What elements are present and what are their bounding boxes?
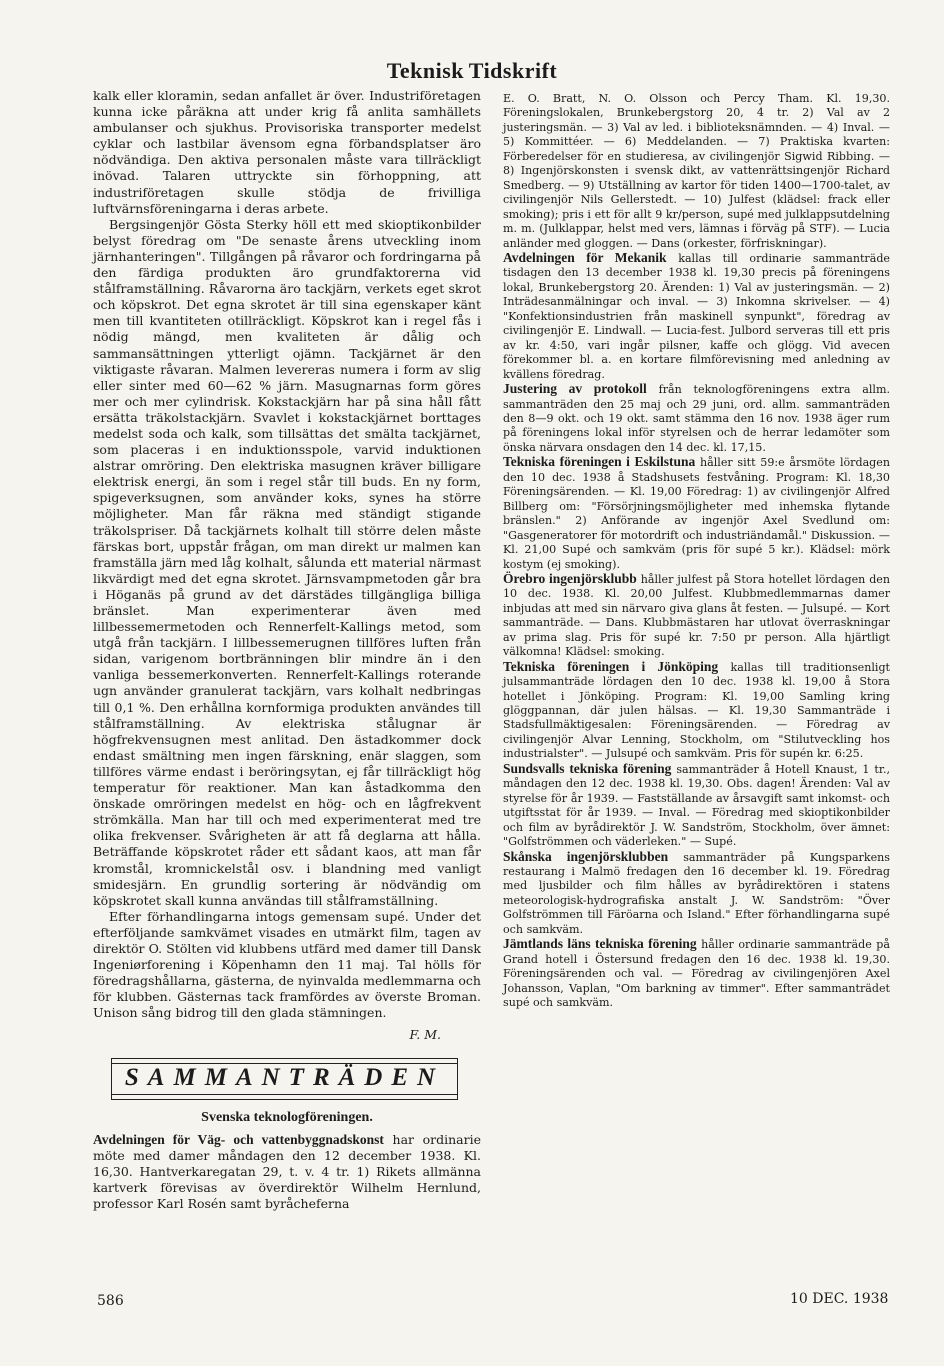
entry-text: kallas till ordinarie sammanträde tisdagen den 13 december 1938 kl. 19,30 precis på föreningens lokal, Brunkebergstorg 20. Ärenden: 1) Val av justeringsmän. — 2) Inträdesanmälningar och inval. — 3) Inkomna skrivelser. — 4) "Konfektionsindustrien från maskinell synpunkt", föredrag av civilingenjör E. Lindwall. — Lucia-fest. Julbord serveras till ett pris av kr. 4:50, vari ingår pilsner, kaffe och glögg. Vid avecen förekommer bl. a. en kortare filmförevisning med anledning av kvällens föredrag.: [503, 251, 890, 381]
paragraph: Efter förhandlingarna intogs gemensam supé. Under det efterföljande samkvämet visades en utmärkt film, tagen av direktör O. Stölten vid klubbens utfärd med damer till Dansk Ingeniørforening i Köpenhamn den 11 maj. Tal hölls för föredragshållarna, gästerna, de nyinvalda medlemmarna och för klubben. Gästernas tack framfördes av överste Broman. Unison sång bidrog till den glada stämningen.: [93, 908, 481, 1021]
right-column: [503, 92, 890, 1011]
entry-heading: Avdelningen för Väg- och vattenbyggnadskonst: [93, 1131, 384, 1147]
entry-text: håller julfest på Stora hotellet lördagen den 10 dec. 1938. Kl. 20,00 Julfest. Klubbmedlemmarnas damer inbjudas att med sin närvaro giva glans åt festen. — Julsupé. — Kort sammanträde. — Dans. Klubbmästaren har utlovat överraskningar av prima slag. Pris för supé kr. 7:50 pr person. Alla hjärtligt välkomna! Klädsel: smoking.: [503, 572, 891, 659]
meeting-entry: [503, 572, 890, 660]
section-banner: [111, 1058, 458, 1100]
meeting-entry: [503, 382, 890, 455]
entry-text: håller ordinarie sammanträde på Grand hotell i Östersund fredagen den 16 dec. 1938 kl. 19,30. Föreningsärenden och val. — Föredrag av civilingenjören Axel Johansson, Vaplan, "Om barkning av timmer". Efter sammanträdet supé och samkväm.: [503, 938, 890, 1010]
page-number: 586: [97, 1293, 124, 1309]
meeting-entry: [503, 251, 890, 382]
meeting-entry: [503, 455, 890, 572]
paragraph: kalk eller kloramin, sedan anfallet är över. Industriföretagen kunna icke påräkna att under krig få anlita samhällets ambulanser och sjukhus. Provisoriska transporter medelst cyklar och lastbilar ävensom egna förbandsplatser äro nödvändiga. Den aktiva personalen måste vara tillräckligt inövad. Talaren uttryckte sin förhoppning, att industriföretagen skulle stödja de frivilliga luftvärnsföreningarna i deras arbete.: [93, 88, 481, 216]
entry-text: har ordinarie möte med damer måndagen den 12 december 1938. Kl. 16,30. Hantverkaregatan 29, t. v. 4 tr. 1) Rikets allmänna kartverk förevisas av överdirektör Wilhelm Hernlund, professor Karl Rosén samt byråcheferna: [93, 1131, 481, 1211]
meeting-entry-continued: [503, 92, 890, 251]
entry-text: från teknologföreningens extra allm. sammanträden den 25 maj och 29 juni, ord. allm. sammanträden den 8—9 okt. och 19 okt. samt stämma den 16 nov. 1938 äger rum på föreningens lokal inför styrelsen och de herrar ledamöter som önska närvara onsdagen den 14 dec. kl. 17,15.: [503, 383, 890, 454]
entry-heading: Örebro ingenjörsklubb: [503, 570, 637, 586]
entry-text: kallas till traditionsenligt julsammanträde lördagen den 10 dec. 1938 kl. 19,00 å Stora hotellet i Jönköping. Program: Kl. 19,00 Samling kring glöggpannan, där julen hälsas. — Kl. 19,30 Sammanträde i Stadsfullmäktigesalen: Föreningsärenden. — Föredrag av civilingenjör Alvar Lenning, Stockholm, om "Stilutveckling hos industrialster". — Julsupé och samkväm. Pris för supén kr. 6:25.: [503, 660, 891, 761]
entry-heading: Justering av protokoll: [503, 381, 647, 397]
entry-heading: Avdelningen för Mekanik: [503, 249, 667, 265]
section-subheading: Svenska teknologföreningen.: [201, 1109, 373, 1125]
masthead-word-2: Tidskrift: [468, 58, 558, 83]
meeting-entry: [503, 850, 890, 938]
meeting-entry: [93, 1132, 481, 1212]
entry-heading: Tekniska föreningen i Jönköping: [503, 658, 719, 674]
entry-text: sammanträder å Hotell Knaust, 1 tr., måndagen den 12 dec. 1938 kl. 19,30. Obs. dagen! Ärenden: Val av styrelse för år 1939. — Fastställande av årsavgift samt inkomst- och utgiftsstat för år 1939. — Inval. — Föredrag med skioptikonbilder och film av byrådirektör J. W. Sandström, Stockholm, över ämnet: "Golfströmmen och väderleken." — Supé.: [503, 762, 891, 849]
paragraph: Bergsingenjör Gösta Sterky höll ett med skioptikonbilder belyst föredrag om "De senaste årens utveckling inom järnhanteringen". Tillgången på råvaror och fordringarna på den färdiga produkten äro grundfaktorerna vid stålframställning. Råvarorna äro tackjärn, verkets eget skrot och köpskrot. Det egna skrotet är till sina egenskaper känt men till kvantiteten otillräckligt. Köpskrot kan i regel fås i nödig mängd, men kvaliteten är dålig och sammansättningen ytterligt ojämn. Tackjärnet är den viktigaste råvaran. Malmen levereras numera i form av slig eller sinter med 60—62 % järn. Masugnarnas form göres mer och mer cylindrisk. Kokstackjärn har på sina håll fått ersätta träkolstackjärn. Svavlet i kokstackjärnet borttages medelst soda och kalk, som tillsättas det smälta tackjärnet, som placeras i en induktionsspole, varvid induktionen alstrar omröring. Den elektriska masugnen kräver billigare elektrisk energi, än som i regel står till buds. En ny form, spigeverksugnen, som använder koks, synes ha större möjligheter. Man får räkna med ständigt stigande träkolspriser. Då tackjärnets kolhalt till större delen måste färskas bort, uppstår frågan, om man direkt ur malmen kan framställa järn med låg kolhalt, sålunda ett material närmast likvärdigt med det egna skrotet. Järnsvampmetoden går bra i Höganäs på grund av det därstädes tillgängliga billiga bränslet. Man experimenterar även med lillbessemermetoden och Rennerfelt-Kallings metod, som utgå från tackjärn. I lillbessemerugnen tillföres luften från sidan, varigenom bortbränningen blir mindre än i den vanliga bessemerkonverten. Rennerfelt-Kallings roterande ugn använder granulerat tackjärn, vars kolhalt nedbringas till 0,1 %. Den erhållna kornformiga produkten användes till stålframställning. Av elektriska stålugnar är högfrekvensugnen mest anlitad. Den ästadkommer dock endast smältning men ingen färskning, enär slaggen, som tillföres värme endast i beröringsytan, ej får tillräckligt hög temperatur för reaktioner. Man kan åstadkomma den önskade omröringen medelst en hög- och en lågfrekvent strömkälla. Man har till och med experimenterat med tre olika frekvenser. Svårigheten är att få deglarna att hålla. Beträffande köpskrotet råder ett sådant kaos, att man får kromstål, kromnickelstål osv. i blandning med vanligt smidesjärn. En grundlig sortering är nödvändig om köpskrotet skall kunna användas till stålframställning.: [93, 216, 481, 908]
page-masthead: [0, 58, 944, 84]
meeting-entry: [503, 762, 890, 850]
entry-text: håller sitt 59:e årsmöte lördagen den 10 dec. 1938 å Stadshusets festvåning. Program: Kl. 18,30 Föreningsärenden. — Kl. 19,00 Föredrag: 1) av civilingenjör Alfred Billberg om: "Försörjningsmöjligheter med inhemska flytande bränslen." 2) Anförande av ingenjör Axel Svedlund om: "Gasgeneratorer för motordrift och industriändamål." Diskussion. — Kl. 21,00 Supé och samkväm (pris för supé 5 kr.). Klädsel: mörk kostym (ej smoking).: [503, 456, 890, 571]
meeting-entry: [503, 660, 890, 762]
masthead-word-1: Teknisk: [386, 58, 465, 83]
entry-heading: Sundsvalls tekniska förening: [503, 760, 672, 776]
entry-heading: Tekniska föreningen i Eskilstuna: [503, 454, 696, 470]
entry-text: E. O. Bratt, N. O. Olsson och Percy Tham. Kl. 19,30. Föreningslokalen, Brunkebergstorg 20, 4 tr. 2) Val av 2 justeringsmän. — 3) Val av led. i biblioteksnämnden. — 4) Inval. — 5) Kommittéer. — 6) Meddelanden. — 7) Praktiska kvarten: Förberedelser för en studieresa, av civilingenjör Sigwid Ribbing. — 8) Ingenjörskonsten i svensk dikt, av vattenrättsingenjör Richard Smedberg. — 9) Utställning av kartor för tiden 1400—1700-talet, av civilingenjör Nils Gellerstedt. — 10) Julfest (klädsel: frack eller smoking); pris i ett för allt 9 kr/person, supé med julklappsutdelning m. m. (Julklappar, helst med vers, lämnas i förväg på STF). — Lucia anländer med gloggen. — Dans (orkester, förfriskningar).: [503, 92, 890, 250]
section-banner-title: SAMMANTRÄDEN: [124, 1064, 445, 1092]
entry-text: sammanträder på Kungsparkens restaurang i Malmö fredagen den 16 december kl. 19. Föredrag med ljusbilder och film hålles av byrådirektören i statens meteorologisk-hydrografiska anstalt J. W. Sandström: "Över Golfströmmen till Färöarna och Island." Efter förhandlingarna supé och samkväm.: [503, 850, 890, 936]
entry-heading: Skånska ingenjörsklubben: [503, 848, 669, 864]
author-signature: F. M.: [409, 1027, 441, 1043]
entry-heading: Jämtlands läns tekniska förening: [503, 936, 697, 952]
left-column: [93, 88, 481, 1212]
issue-date: 10 DEC. 1938: [790, 1291, 889, 1307]
meeting-entry: [503, 937, 890, 1010]
